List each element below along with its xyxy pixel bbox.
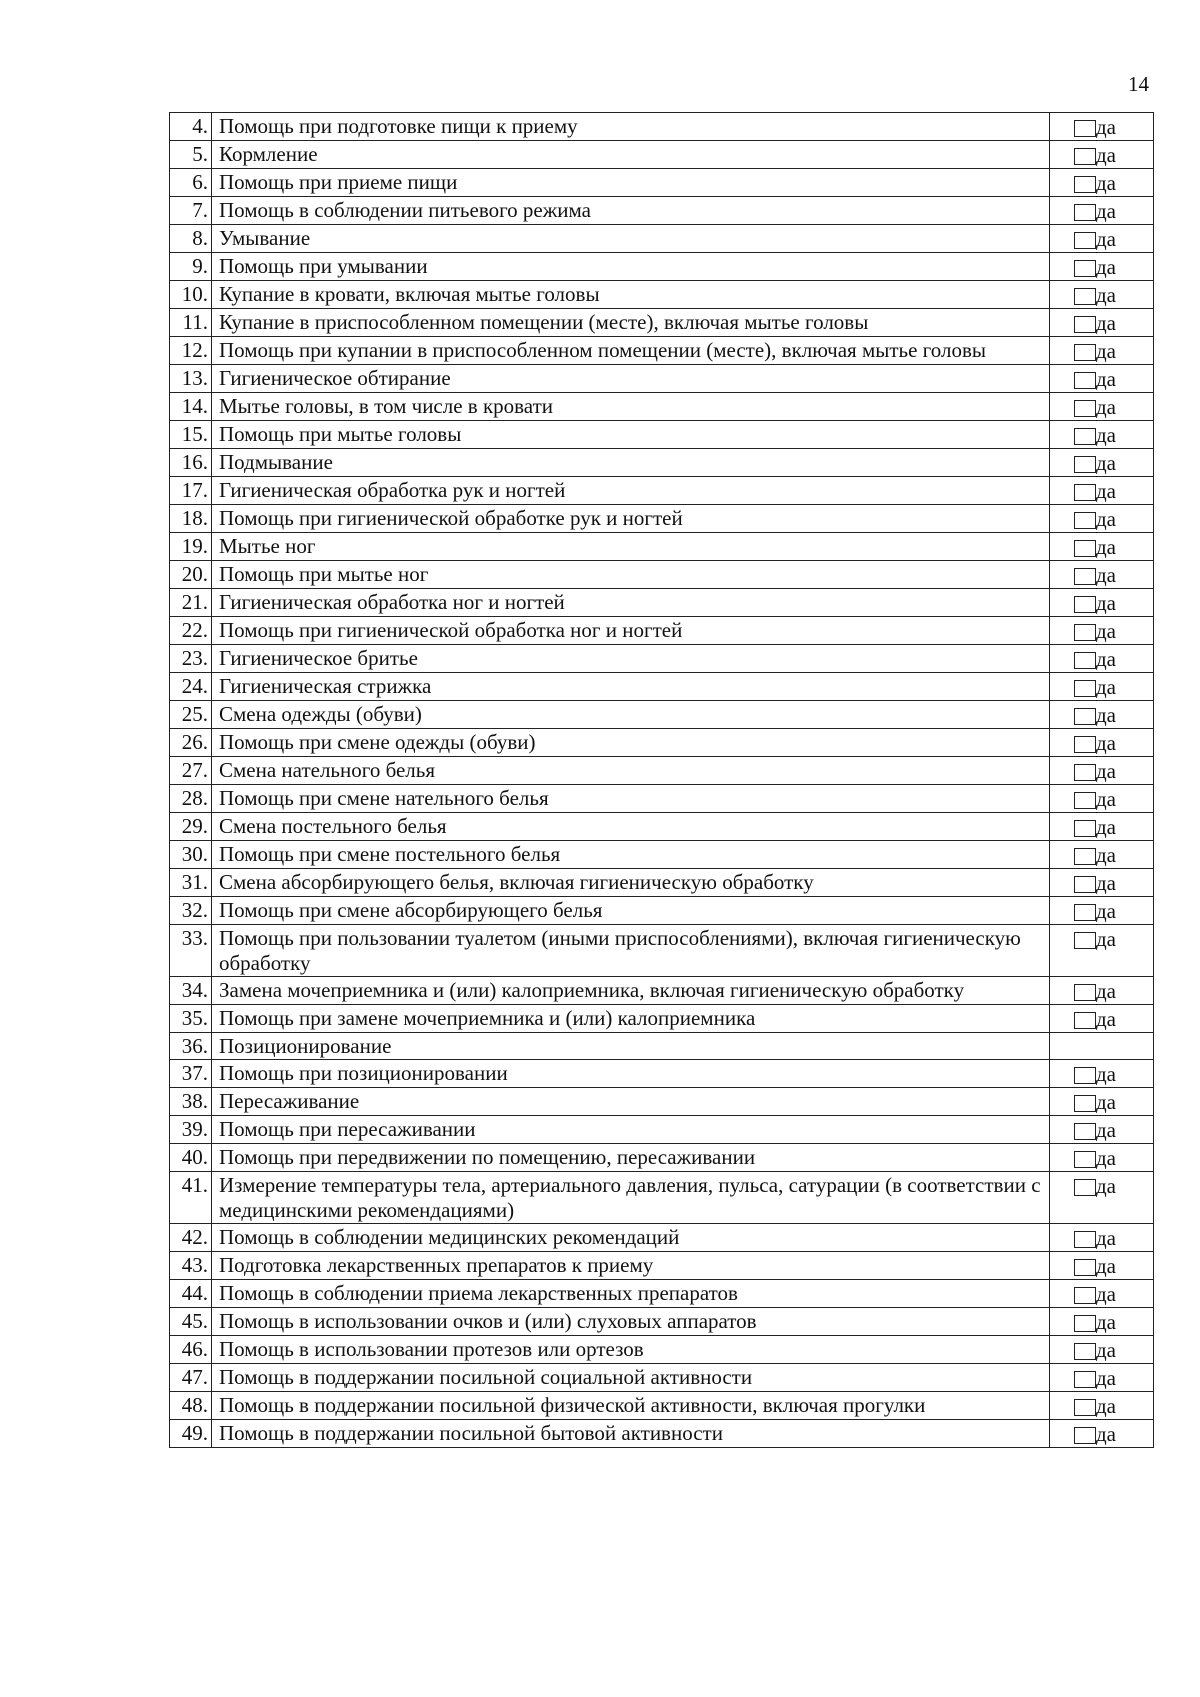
yes-checkbox[interactable] bbox=[1074, 792, 1096, 809]
yes-checkbox[interactable] bbox=[1074, 204, 1096, 221]
checkbox-label: да bbox=[1096, 423, 1117, 447]
row-number: 28. bbox=[170, 785, 212, 813]
yes-checkbox[interactable] bbox=[1074, 1151, 1096, 1168]
table-row bbox=[170, 197, 1154, 225]
service-description: Помощь при пользовании туалетом (иными приспособлениями), включая гигиеническую обработку bbox=[212, 925, 1050, 977]
checkbox-cell bbox=[1050, 1364, 1154, 1392]
service-description: Измерение температуры тела, артериального давления, пульса, сатурации (в соответствии с медицинскими рекомендациями) bbox=[212, 1172, 1050, 1224]
checkbox-cell bbox=[1050, 1005, 1154, 1033]
row-number: 27. bbox=[170, 757, 212, 785]
checkbox-cell bbox=[1050, 1172, 1154, 1224]
row-number: 34. bbox=[170, 977, 212, 1005]
checkbox-cell bbox=[1050, 645, 1154, 673]
row-number: 25. bbox=[170, 701, 212, 729]
checkbox-label: да bbox=[1096, 1366, 1117, 1390]
table-row bbox=[170, 1144, 1154, 1172]
checkbox-cell bbox=[1050, 1252, 1154, 1280]
row-number: 13. bbox=[170, 365, 212, 393]
table-row bbox=[170, 309, 1154, 337]
row-number: 6. bbox=[170, 169, 212, 197]
checkbox-cell bbox=[1050, 841, 1154, 869]
yes-checkbox[interactable] bbox=[1074, 876, 1096, 893]
yes-checkbox[interactable] bbox=[1074, 820, 1096, 837]
yes-checkbox[interactable] bbox=[1074, 1371, 1096, 1388]
row-number: 5. bbox=[170, 141, 212, 169]
checkbox-cell bbox=[1050, 113, 1154, 141]
checkbox-label: да bbox=[1096, 899, 1117, 923]
yes-checkbox[interactable] bbox=[1074, 372, 1096, 389]
yes-checkbox[interactable] bbox=[1074, 708, 1096, 725]
checkbox-cell bbox=[1050, 141, 1154, 169]
service-description: Купание в кровати, включая мытье головы bbox=[212, 281, 1050, 309]
row-number: 24. bbox=[170, 673, 212, 701]
table-row bbox=[170, 925, 1154, 977]
row-number: 11. bbox=[170, 309, 212, 337]
row-number: 26. bbox=[170, 729, 212, 757]
checkbox-cell bbox=[1050, 1144, 1154, 1172]
page-number: 14 bbox=[1128, 72, 1149, 96]
table-row bbox=[170, 701, 1154, 729]
table-row bbox=[170, 1060, 1154, 1088]
yes-checkbox[interactable] bbox=[1074, 260, 1096, 277]
table-row bbox=[170, 1308, 1154, 1336]
service-description: Помощь в поддержании посильной социальной активности bbox=[212, 1364, 1050, 1392]
row-number: 17. bbox=[170, 477, 212, 505]
table-row bbox=[170, 785, 1154, 813]
checkbox-label: да bbox=[1096, 1254, 1117, 1278]
checkbox-label: да bbox=[1096, 871, 1117, 895]
yes-checkbox[interactable] bbox=[1074, 288, 1096, 305]
row-number: 33. bbox=[170, 925, 212, 977]
row-number: 42. bbox=[170, 1224, 212, 1252]
checkbox-label: да bbox=[1096, 339, 1117, 363]
checkbox-cell bbox=[1050, 393, 1154, 421]
service-description: Пересаживание bbox=[212, 1088, 1050, 1116]
service-description: Смена одежды (обуви) bbox=[212, 701, 1050, 729]
table-row bbox=[170, 225, 1154, 253]
checkbox-cell bbox=[1050, 1280, 1154, 1308]
yes-checkbox[interactable] bbox=[1074, 1427, 1096, 1444]
yes-checkbox[interactable] bbox=[1074, 904, 1096, 921]
table-row bbox=[170, 1252, 1154, 1280]
checkbox-label: да bbox=[1096, 563, 1117, 587]
checkbox-cell bbox=[1050, 505, 1154, 533]
table-row bbox=[170, 533, 1154, 561]
row-number: 43. bbox=[170, 1252, 212, 1280]
checkbox-cell bbox=[1050, 309, 1154, 337]
service-description: Мытье головы, в том числе в кровати bbox=[212, 393, 1050, 421]
row-number: 18. bbox=[170, 505, 212, 533]
row-number: 29. bbox=[170, 813, 212, 841]
yes-checkbox[interactable] bbox=[1074, 680, 1096, 697]
yes-checkbox[interactable] bbox=[1074, 176, 1096, 193]
checkbox-label: да bbox=[1096, 395, 1117, 419]
yes-checkbox[interactable] bbox=[1074, 932, 1096, 949]
checkbox-cell bbox=[1050, 617, 1154, 645]
services-table-body bbox=[170, 113, 1154, 1448]
service-description: Мытье ног bbox=[212, 533, 1050, 561]
checkbox-label: да bbox=[1096, 1090, 1117, 1114]
table-row bbox=[170, 617, 1154, 645]
checkbox-label: да bbox=[1096, 507, 1117, 531]
row-number: 32. bbox=[170, 897, 212, 925]
yes-checkbox[interactable] bbox=[1074, 736, 1096, 753]
checkbox-label: да bbox=[1096, 731, 1117, 755]
checkbox-cell bbox=[1050, 477, 1154, 505]
service-description: Помощь при смене одежды (обуви) bbox=[212, 729, 1050, 757]
checkbox-label: да bbox=[1096, 1007, 1117, 1031]
yes-checkbox[interactable] bbox=[1074, 1095, 1096, 1112]
checkbox-label: да bbox=[1096, 815, 1117, 839]
service-description: Помощь при подготовке пищи к приему bbox=[212, 113, 1050, 141]
table-row bbox=[170, 505, 1154, 533]
checkbox-cell bbox=[1050, 449, 1154, 477]
checkbox-label: да bbox=[1096, 199, 1117, 223]
row-number: 47. bbox=[170, 1364, 212, 1392]
service-description: Помощь в поддержании посильной физической активности, включая прогулки bbox=[212, 1392, 1050, 1420]
checkbox-cell bbox=[1050, 1033, 1154, 1060]
service-description: Умывание bbox=[212, 225, 1050, 253]
yes-checkbox[interactable] bbox=[1074, 1231, 1096, 1248]
checkbox-cell bbox=[1050, 253, 1154, 281]
table-row bbox=[170, 253, 1154, 281]
yes-checkbox[interactable] bbox=[1074, 1315, 1096, 1332]
checkbox-label: да bbox=[1096, 979, 1117, 1003]
service-description: Помощь при смене нательного белья bbox=[212, 785, 1050, 813]
service-description: Помощь в соблюдении питьевого режима bbox=[212, 197, 1050, 225]
checkbox-label: да bbox=[1096, 451, 1117, 475]
table-row bbox=[170, 1392, 1154, 1420]
service-description: Подготовка лекарственных препаратов к приему bbox=[212, 1252, 1050, 1280]
checkbox-label: да bbox=[1096, 759, 1117, 783]
checkbox-cell bbox=[1050, 1392, 1154, 1420]
service-description: Помощь при передвижении по помещению, пересаживании bbox=[212, 1144, 1050, 1172]
checkbox-cell bbox=[1050, 281, 1154, 309]
yes-checkbox[interactable] bbox=[1074, 1259, 1096, 1276]
checkbox-cell bbox=[1050, 1420, 1154, 1448]
checkbox-cell bbox=[1050, 1308, 1154, 1336]
checkbox-label: да bbox=[1096, 1422, 1117, 1446]
table-row bbox=[170, 113, 1154, 141]
row-number: 38. bbox=[170, 1088, 212, 1116]
yes-checkbox[interactable] bbox=[1074, 596, 1096, 613]
table-row bbox=[170, 477, 1154, 505]
checkbox-label: да bbox=[1096, 479, 1117, 503]
yes-checkbox[interactable] bbox=[1074, 484, 1096, 501]
row-number: 36. bbox=[170, 1033, 212, 1060]
row-number: 23. bbox=[170, 645, 212, 673]
table-row bbox=[170, 421, 1154, 449]
yes-checkbox[interactable] bbox=[1074, 232, 1096, 249]
service-description: Гигиеническая стрижка bbox=[212, 673, 1050, 701]
yes-checkbox[interactable] bbox=[1074, 428, 1096, 445]
row-number: 35. bbox=[170, 1005, 212, 1033]
checkbox-cell bbox=[1050, 533, 1154, 561]
checkbox-label: да bbox=[1096, 535, 1117, 559]
row-number: 37. bbox=[170, 1060, 212, 1088]
checkbox-cell bbox=[1050, 869, 1154, 897]
yes-checkbox[interactable] bbox=[1074, 624, 1096, 641]
table-row bbox=[170, 645, 1154, 673]
service-description: Помощь при замене мочеприемника и (или) калоприемника bbox=[212, 1005, 1050, 1033]
service-description: Помощь при гигиенической обработка ног и ногтей bbox=[212, 617, 1050, 645]
checkbox-label: да bbox=[1096, 1394, 1117, 1418]
yes-checkbox[interactable] bbox=[1074, 148, 1096, 165]
service-description: Помощь в поддержании посильной бытовой активности bbox=[212, 1420, 1050, 1448]
yes-checkbox[interactable] bbox=[1074, 120, 1096, 137]
checkbox-cell bbox=[1050, 1060, 1154, 1088]
table-row bbox=[170, 449, 1154, 477]
table-row bbox=[170, 337, 1154, 365]
yes-checkbox[interactable] bbox=[1074, 456, 1096, 473]
table-row bbox=[170, 1172, 1154, 1224]
yes-checkbox[interactable] bbox=[1074, 568, 1096, 585]
table-row bbox=[170, 1033, 1154, 1060]
checkbox-label: да bbox=[1096, 311, 1117, 335]
checkbox-cell bbox=[1050, 365, 1154, 393]
checkbox-label: да bbox=[1096, 1174, 1117, 1198]
service-description: Смена нательного белья bbox=[212, 757, 1050, 785]
service-description: Купание в приспособленном помещении (месте), включая мытье головы bbox=[212, 309, 1050, 337]
checkbox-label: да bbox=[1096, 367, 1117, 391]
yes-checkbox[interactable] bbox=[1074, 1067, 1096, 1084]
table-row bbox=[170, 1364, 1154, 1392]
checkbox-cell bbox=[1050, 1336, 1154, 1364]
checkbox-label: да bbox=[1096, 255, 1117, 279]
checkbox-cell bbox=[1050, 977, 1154, 1005]
checkbox-label: да bbox=[1096, 143, 1117, 167]
service-description: Помощь при смене постельного белья bbox=[212, 841, 1050, 869]
service-description: Позиционирование bbox=[212, 1033, 1050, 1060]
service-description: Гигиеническая обработка рук и ногтей bbox=[212, 477, 1050, 505]
checkbox-label: да bbox=[1096, 787, 1117, 811]
service-description: Гигиеническое обтирание bbox=[212, 365, 1050, 393]
checkbox-label: да bbox=[1096, 1282, 1117, 1306]
service-description: Замена мочеприемника и (или) калоприемника, включая гигиеническую обработку bbox=[212, 977, 1050, 1005]
yes-checkbox[interactable] bbox=[1074, 1287, 1096, 1304]
table-row bbox=[170, 1005, 1154, 1033]
row-number: 22. bbox=[170, 617, 212, 645]
service-description: Помощь при пересаживании bbox=[212, 1116, 1050, 1144]
row-number: 10. bbox=[170, 281, 212, 309]
checkbox-label: да bbox=[1096, 703, 1117, 727]
checkbox-cell bbox=[1050, 1224, 1154, 1252]
service-description: Гигиеническая обработка ног и ногтей bbox=[212, 589, 1050, 617]
checkbox-cell bbox=[1050, 1116, 1154, 1144]
service-description: Смена абсорбирующего белья, включая гигиеническую обработку bbox=[212, 869, 1050, 897]
checkbox-cell bbox=[1050, 813, 1154, 841]
row-number: 15. bbox=[170, 421, 212, 449]
table-row bbox=[170, 1116, 1154, 1144]
service-description: Помощь при купании в приспособленном помещении (месте), включая мытье головы bbox=[212, 337, 1050, 365]
row-number: 16. bbox=[170, 449, 212, 477]
checkbox-cell bbox=[1050, 757, 1154, 785]
table-row bbox=[170, 281, 1154, 309]
checkbox-label: да bbox=[1096, 591, 1117, 615]
service-description: Гигиеническое бритье bbox=[212, 645, 1050, 673]
yes-checkbox[interactable] bbox=[1074, 1343, 1096, 1360]
checkbox-label: да bbox=[1096, 171, 1117, 195]
row-number: 12. bbox=[170, 337, 212, 365]
checkbox-cell bbox=[1050, 169, 1154, 197]
table-row bbox=[170, 729, 1154, 757]
checkbox-label: да bbox=[1096, 115, 1117, 139]
checkbox-cell bbox=[1050, 561, 1154, 589]
service-description: Помощь при мытье головы bbox=[212, 421, 1050, 449]
service-description: Помощь при приеме пищи bbox=[212, 169, 1050, 197]
checkbox-cell bbox=[1050, 897, 1154, 925]
checkbox-label: да bbox=[1096, 1310, 1117, 1334]
checkbox-cell bbox=[1050, 1088, 1154, 1116]
service-description: Помощь при позиционировании bbox=[212, 1060, 1050, 1088]
checkbox-label: да bbox=[1096, 1062, 1117, 1086]
service-description: Помощь при смене абсорбирующего белья bbox=[212, 897, 1050, 925]
yes-checkbox[interactable] bbox=[1074, 764, 1096, 781]
row-number: 45. bbox=[170, 1308, 212, 1336]
checkbox-label: да bbox=[1096, 647, 1117, 671]
checkbox-cell bbox=[1050, 421, 1154, 449]
table-row bbox=[170, 1336, 1154, 1364]
row-number: 41. bbox=[170, 1172, 212, 1224]
service-description: Помощь в использовании протезов или ортезов bbox=[212, 1336, 1050, 1364]
row-number: 40. bbox=[170, 1144, 212, 1172]
yes-checkbox[interactable] bbox=[1074, 848, 1096, 865]
table-row bbox=[170, 869, 1154, 897]
checkbox-cell bbox=[1050, 785, 1154, 813]
table-row bbox=[170, 757, 1154, 785]
checkbox-cell bbox=[1050, 701, 1154, 729]
yes-checkbox[interactable] bbox=[1074, 1123, 1096, 1140]
table-row bbox=[170, 589, 1154, 617]
row-number: 30. bbox=[170, 841, 212, 869]
service-description: Помощь при умывании bbox=[212, 253, 1050, 281]
yes-checkbox[interactable] bbox=[1074, 540, 1096, 557]
yes-checkbox[interactable] bbox=[1074, 400, 1096, 417]
yes-checkbox[interactable] bbox=[1074, 984, 1096, 1001]
row-number: 19. bbox=[170, 533, 212, 561]
service-description: Помощь в использовании очков и (или) слуховых аппаратов bbox=[212, 1308, 1050, 1336]
table-row bbox=[170, 365, 1154, 393]
service-description: Кормление bbox=[212, 141, 1050, 169]
checkbox-cell bbox=[1050, 673, 1154, 701]
checkbox-label: да bbox=[1096, 1338, 1117, 1362]
yes-checkbox[interactable] bbox=[1074, 652, 1096, 669]
row-number: 4. bbox=[170, 113, 212, 141]
table-row bbox=[170, 1224, 1154, 1252]
table-row bbox=[170, 673, 1154, 701]
row-number: 7. bbox=[170, 197, 212, 225]
table-row bbox=[170, 561, 1154, 589]
table-row bbox=[170, 169, 1154, 197]
table-row bbox=[170, 393, 1154, 421]
service-description: Помощь в соблюдении медицинских рекомендаций bbox=[212, 1224, 1050, 1252]
checkbox-label: да bbox=[1096, 1118, 1117, 1142]
row-number: 14. bbox=[170, 393, 212, 421]
checkbox-cell bbox=[1050, 729, 1154, 757]
checkbox-cell bbox=[1050, 589, 1154, 617]
table-row bbox=[170, 813, 1154, 841]
table-row bbox=[170, 1280, 1154, 1308]
checkbox-label: да bbox=[1096, 1146, 1117, 1170]
table-row bbox=[170, 897, 1154, 925]
yes-checkbox[interactable] bbox=[1074, 1399, 1096, 1416]
table-row bbox=[170, 141, 1154, 169]
checkbox-cell bbox=[1050, 925, 1154, 977]
service-description: Смена постельного белья bbox=[212, 813, 1050, 841]
row-number: 48. bbox=[170, 1392, 212, 1420]
service-description: Помощь при мытье ног bbox=[212, 561, 1050, 589]
service-description: Помощь при гигиенической обработке рук и ногтей bbox=[212, 505, 1050, 533]
checkbox-label: да bbox=[1096, 927, 1117, 951]
yes-checkbox[interactable] bbox=[1074, 344, 1096, 361]
row-number: 44. bbox=[170, 1280, 212, 1308]
row-number: 46. bbox=[170, 1336, 212, 1364]
table-row bbox=[170, 977, 1154, 1005]
table-row bbox=[170, 841, 1154, 869]
row-number: 49. bbox=[170, 1420, 212, 1448]
table-row bbox=[170, 1088, 1154, 1116]
services-table bbox=[169, 112, 1154, 1448]
yes-checkbox[interactable] bbox=[1074, 1012, 1096, 1029]
checkbox-cell bbox=[1050, 225, 1154, 253]
checkbox-label: да bbox=[1096, 1226, 1117, 1250]
yes-checkbox[interactable] bbox=[1074, 1179, 1096, 1196]
yes-checkbox[interactable] bbox=[1074, 316, 1096, 333]
checkbox-cell bbox=[1050, 197, 1154, 225]
row-number: 8. bbox=[170, 225, 212, 253]
checkbox-label: да bbox=[1096, 843, 1117, 867]
row-number: 39. bbox=[170, 1116, 212, 1144]
service-description: Подмывание bbox=[212, 449, 1050, 477]
row-number: 9. bbox=[170, 253, 212, 281]
row-number: 31. bbox=[170, 869, 212, 897]
table-row bbox=[170, 1420, 1154, 1448]
yes-checkbox[interactable] bbox=[1074, 512, 1096, 529]
row-number: 20. bbox=[170, 561, 212, 589]
checkbox-cell bbox=[1050, 337, 1154, 365]
checkbox-label: да bbox=[1096, 619, 1117, 643]
checkbox-label: да bbox=[1096, 227, 1117, 251]
row-number: 21. bbox=[170, 589, 212, 617]
checkbox-label: да bbox=[1096, 675, 1117, 699]
checkbox-label: да bbox=[1096, 283, 1117, 307]
service-description: Помощь в соблюдении приема лекарственных препаратов bbox=[212, 1280, 1050, 1308]
